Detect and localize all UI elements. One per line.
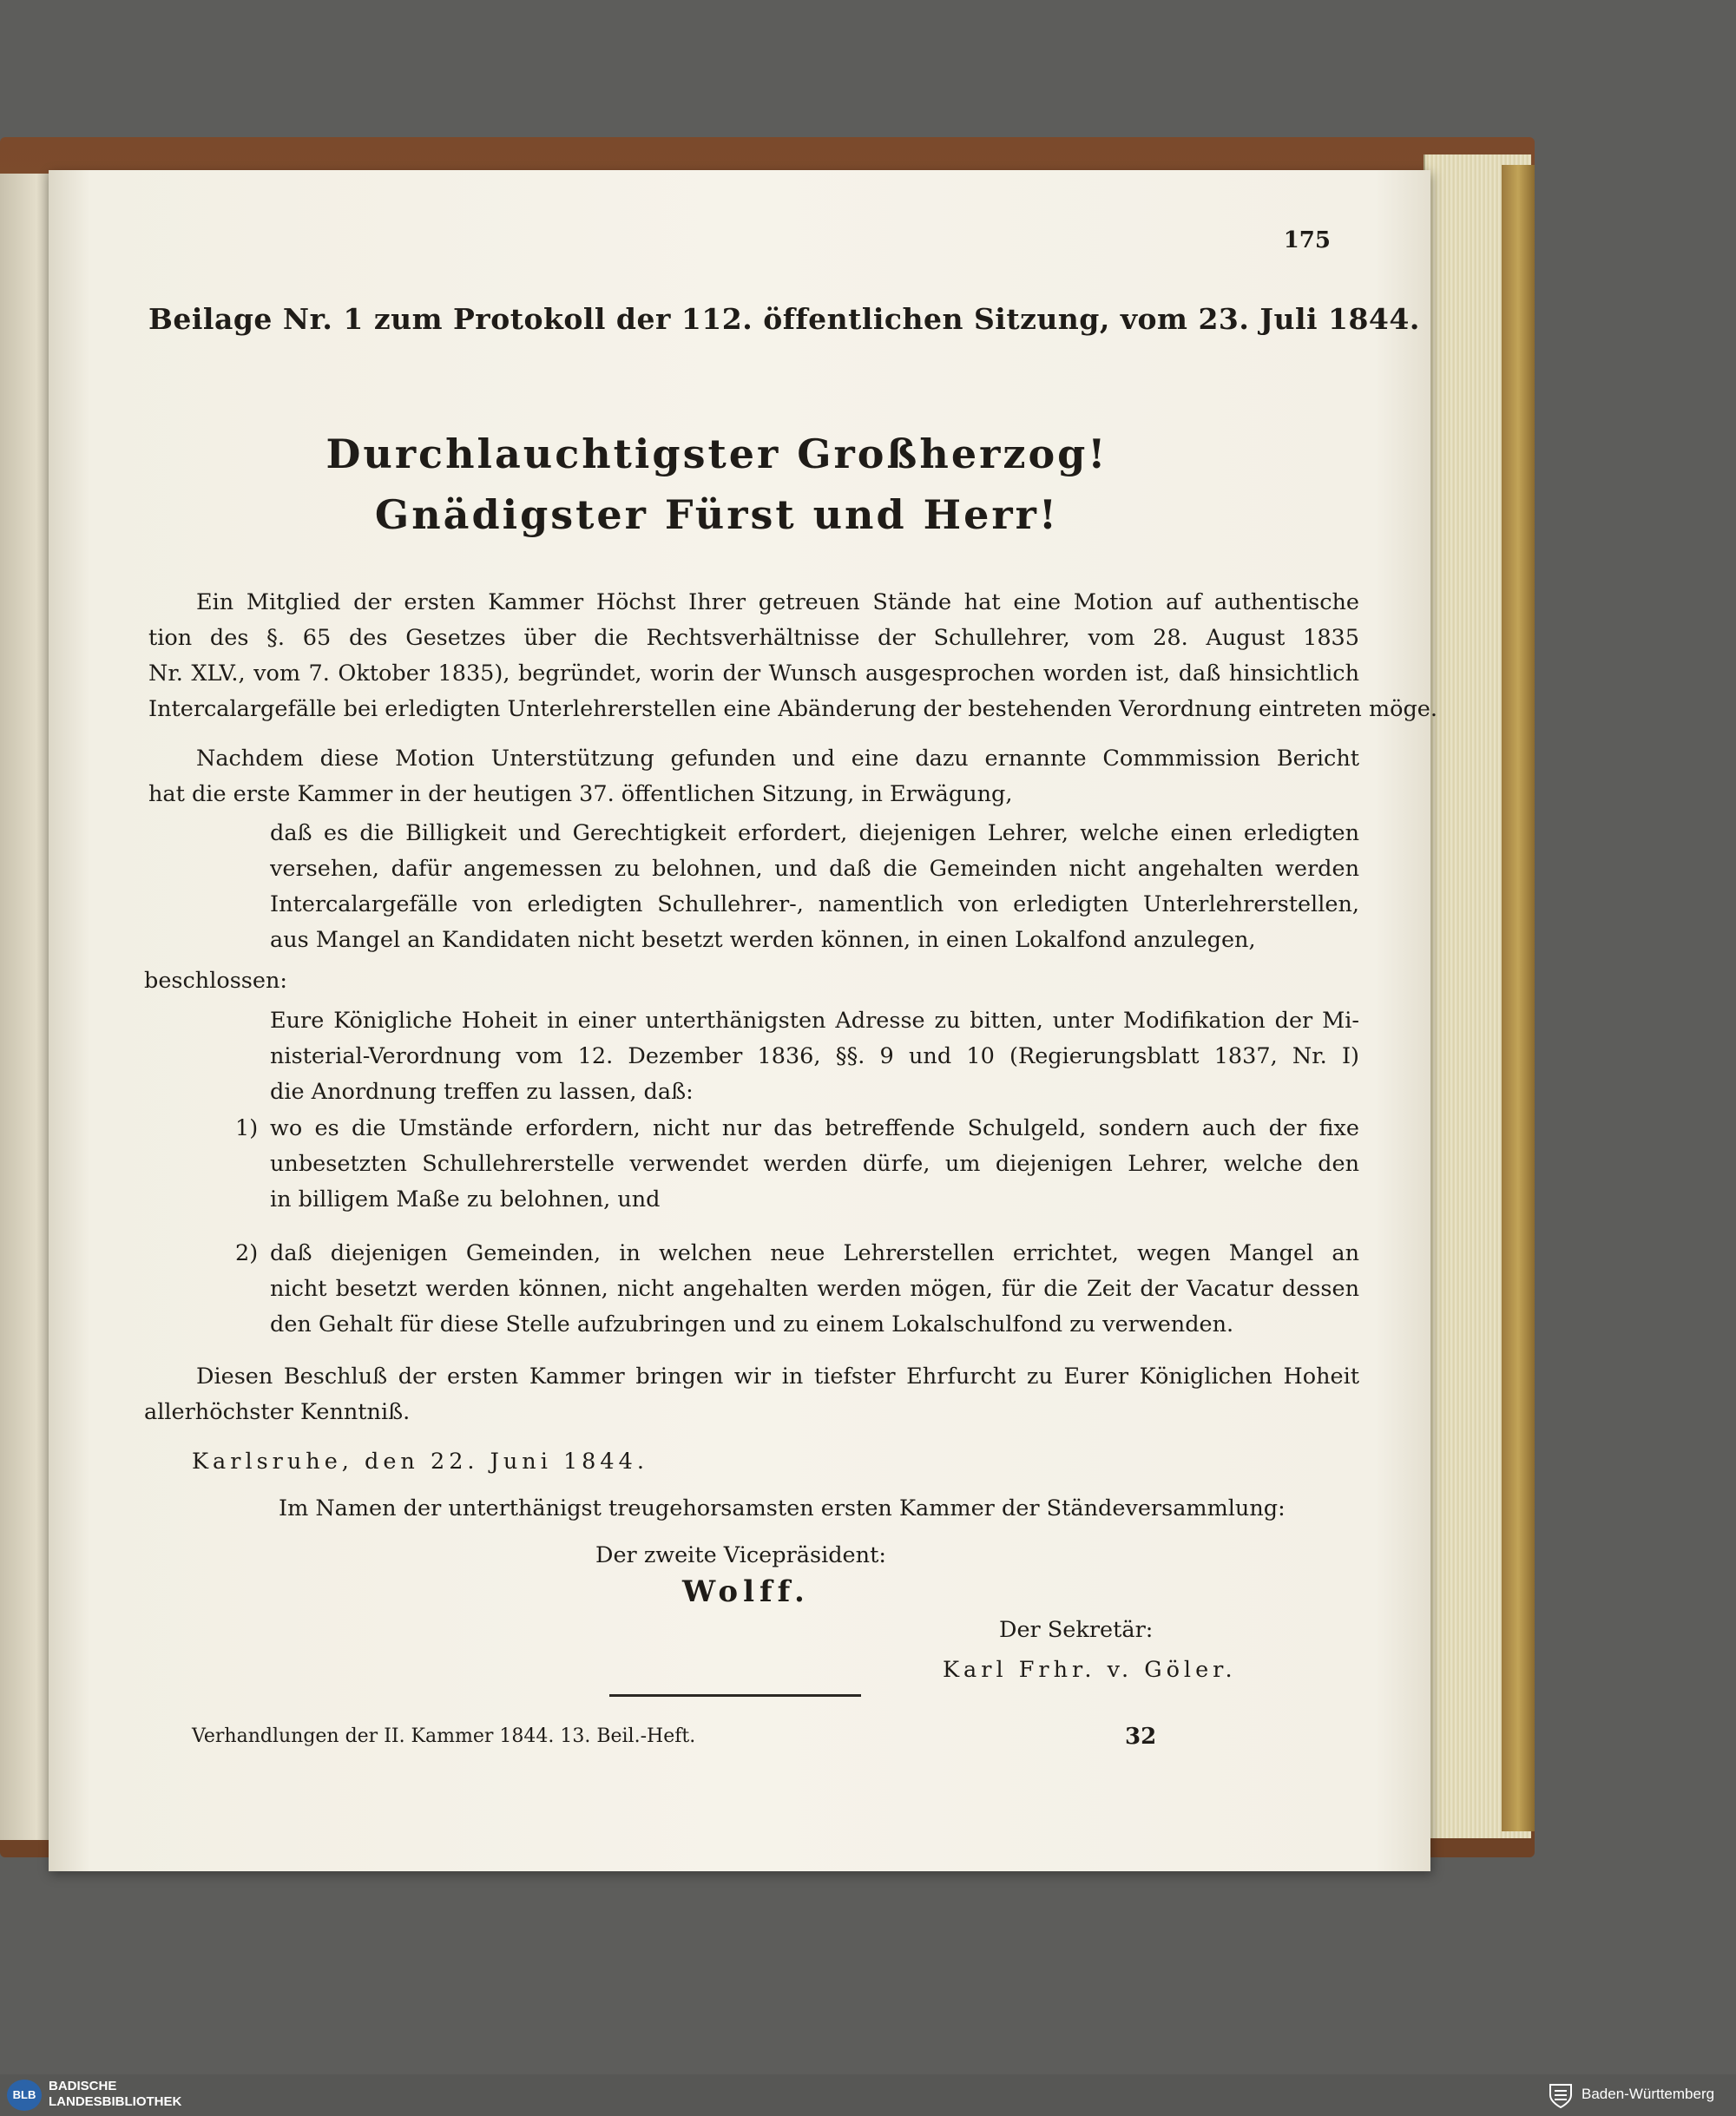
resolution-line: Eure Königliche Hoheit in einer unterthänigsten Adresse zu bitten, unter Modifikation der Mi- <box>270 1008 1359 1034</box>
para2-line: Nachdem diese Motion Unterstützung gefunden und eine dazu ernannte Commmission Bericht <box>196 746 1359 772</box>
consideration-line: Intercalargefälle von erledigten Schullehrer-, namentlich von erledigten Unterlehrerstellen, <box>270 891 1359 917</box>
vice-president-label: Der zweite Vicepräsident: <box>595 1542 886 1568</box>
library-name-line-2: LANDESBIBLIOTHEK <box>49 2094 182 2109</box>
consideration-line: aus Mangel an Kandidaten nicht besetzt werden können, in einen Lokalfond anzulegen, <box>270 927 1256 953</box>
place-date: Karlsruhe, den 22. Juni 1844. <box>192 1449 648 1475</box>
print-footer: Verhandlungen der II. Kammer 1844. 13. Beil.-Heft. <box>192 1725 696 1747</box>
item1-line: in billigem Maße zu belohnen, und <box>270 1186 661 1212</box>
vice-president-name: Wolff. <box>682 1574 810 1609</box>
page-number: 175 <box>1283 227 1331 253</box>
item2-line: den Gehalt für diese Stelle aufzubringen und zu einem Lokalschulfond zu verwenden. <box>270 1311 1234 1337</box>
para1-line: Ein Mitglied der ersten Kammer Höchst Ihrer getreuen Stände hat eine Motion auf authentische <box>196 589 1359 615</box>
consideration-line: versehen, dafür angemessen zu belohnen, und daß die Gemeinden nicht angehalten werden <box>270 856 1359 882</box>
item1-number: 1) <box>235 1115 259 1141</box>
item2-line: nicht besetzt werden können, nicht angehalten werden mögen, für die Zeit der Vacatur dessen <box>270 1276 1359 1302</box>
secretary-name: Karl Frhr. v. Göler. <box>943 1657 1237 1683</box>
item2-line: daß diejenigen Gemeinden, in welchen neue Lehrerstellen errichtet, wegen Mangel an <box>270 1240 1359 1266</box>
salutation-line-1: Durchlauchtigster Großherzog! <box>326 430 1108 477</box>
para1-line: Intercalargefälle bei erledigten Unterlehrerstellen eine Abänderung der bestehenden Verordnung eintreten möge. <box>148 696 1438 722</box>
separator-rule <box>609 1694 861 1697</box>
supplement-title: Beilage Nr. 1 zum Protokoll der 112. öffentlichen Sitzung, vom 23. Juli 1844. <box>148 302 1420 336</box>
right-cover-edge <box>1502 165 1535 1831</box>
para1-line: tion des §. 65 des Gesetzes über die Rechtsverhältnisse der Schullehrer, vom 28. August 1835 <box>148 625 1359 651</box>
document-page <box>49 170 1438 1871</box>
consideration-line: daß es die Billigkeit und Gerechtigkeit erfordert, diejenigen Lehrer, welche einen erledigten <box>270 820 1359 846</box>
resolution-line: nisterial-Verordnung vom 12. Dezember 1836, §§. 9 und 10 (Regierungsblatt 1837, Nr. I) <box>270 1043 1359 1069</box>
library-name[interactable] <box>49 2079 181 2110</box>
item1-line: wo es die Umstände erfordern, nicht nur das betreffende Schulgeld, sondern auch der fixe <box>270 1115 1359 1141</box>
in-name-line: Im Namen der unterthänigst treugehorsamsten ersten Kammer der Ständeversammlung: <box>279 1495 1286 1521</box>
item2-number: 2) <box>235 1240 259 1266</box>
state-label[interactable]: Baden-Württemberg <box>1581 2086 1715 2102</box>
resolution-line: die Anordnung treffen zu lassen, daß: <box>270 1079 694 1105</box>
resolved-label: beschlossen: <box>144 968 287 994</box>
library-footer-bar <box>0 2074 1736 2116</box>
closing-line: allerhöchster Kenntniß. <box>144 1399 411 1425</box>
salutation-line-2: Gnädigster Fürst und Herr! <box>374 491 1060 538</box>
item1-line: unbesetzten Schullehrerstelle verwendet werden dürfe, um diejenigen Lehrer, welche den <box>270 1151 1359 1177</box>
para2-line: hat die erste Kammer in der heutigen 37. öffentlichen Sitzung, in Erwägung, <box>148 781 1013 807</box>
library-name-line-1: BADISCHE <box>49 2079 117 2093</box>
secretary-label: Der Sekretär: <box>999 1617 1154 1643</box>
para1-line: Nr. XLV., vom 7. Oktober 1835), begründet, worin der Wunsch ausgesprochen worden ist, daß hinsichtlich <box>148 660 1359 687</box>
left-page-edge <box>0 174 52 1840</box>
closing-line: Diesen Beschluß der ersten Kammer bringen wir in tiefster Ehrfurcht zu Eurer Königlichen Hoheit <box>196 1364 1359 1390</box>
signature-mark: 32 <box>1125 1724 1157 1750</box>
blb-logo-icon[interactable]: BLB <box>7 2080 42 2111</box>
coat-of-arms-icon <box>1547 2081 1575 2109</box>
